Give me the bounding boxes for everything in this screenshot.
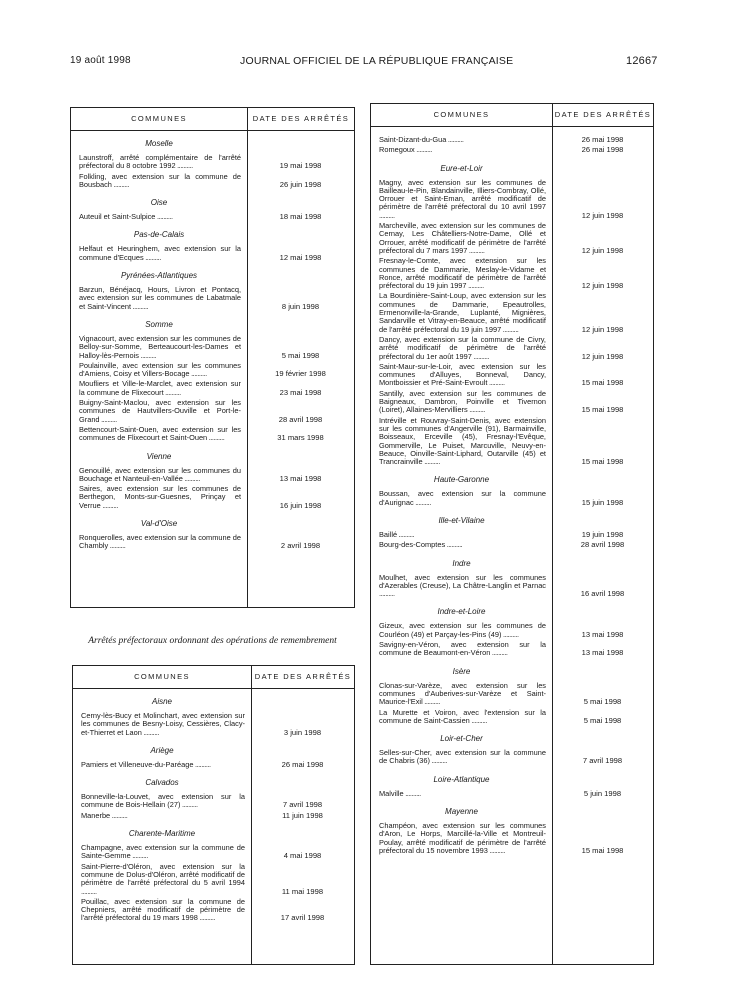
commune-entry bbox=[71, 380, 354, 397]
commune-text: Genouillé, avec extension sur les communes du Bouchage et Nanteuil-en-Vallée bbox=[79, 465, 241, 483]
table-header bbox=[371, 104, 653, 127]
arrete-date: 8 juin 1998 bbox=[281, 301, 320, 311]
arrete-date: 11 mai 1998 bbox=[281, 886, 324, 896]
leader-dots: .......... bbox=[487, 845, 505, 855]
arrete-date: 23 mai 1998 bbox=[279, 387, 322, 397]
commune-text: Pamiers et Villeneuve-du-Paréage bbox=[81, 759, 194, 769]
leader-dots: .......... bbox=[471, 351, 489, 361]
commune-text: Dancy, avec extension sur la commune de Civry, arrêté modificatif de périmètre de l'arrêté préfectoral du 1er août 1997 bbox=[379, 334, 546, 361]
commune-text: Bonneville-la-Louvet, avec extension sur la commune de Bois-Hellain (27) bbox=[81, 792, 245, 810]
arrete-date: 5 mai 1998 bbox=[281, 350, 320, 360]
arrete-date: 11 juin 1998 bbox=[282, 810, 323, 820]
commune-text: Moufliers et Ville-le-Marclet, avec extension sur la commune de Flixecourt bbox=[79, 379, 241, 397]
table-left-bottom bbox=[72, 665, 355, 965]
commune-entry bbox=[71, 245, 354, 262]
commune-entry bbox=[71, 467, 354, 484]
commune-text: Folkling, avec extension sur la commune de Bousbach bbox=[79, 171, 241, 189]
arrete-date: 5 juin 1998 bbox=[583, 788, 622, 798]
commune-text: Saires, avec extension sur les communes de Berthegon, Monts-sur-Guesnes, Prinçay et Verrue bbox=[79, 484, 241, 510]
leader-dots: .......... bbox=[175, 161, 193, 171]
arrete-date: 26 juin 1998 bbox=[279, 179, 322, 189]
leader-dots: .......... bbox=[414, 145, 432, 155]
leader-dots: .......... bbox=[111, 179, 129, 189]
commune-entry bbox=[71, 173, 354, 190]
arrete-date: 28 avril 1998 bbox=[580, 540, 625, 550]
commune-entry bbox=[371, 179, 653, 220]
commune-entry bbox=[73, 898, 354, 923]
commune-text: Saint-Dizant-du-Gua bbox=[379, 135, 447, 144]
commune-text: Selles-sur-Cher, avec extension sur la commune de Chabris (36) bbox=[379, 748, 546, 766]
commune-text: Santilly, avec extension sur les communes de Baigneaux, Dambron, Poinville et Tivernon (Loiret), Allaines-Mervilliers bbox=[379, 388, 546, 415]
region-heading: Charente-Maritime bbox=[128, 829, 196, 839]
leader-dots: .......... bbox=[131, 301, 149, 311]
region-heading: Pyrénées-Atlantiques bbox=[120, 271, 198, 281]
leader-dots: .......... bbox=[429, 756, 448, 766]
region-heading: Ariège bbox=[150, 745, 174, 755]
commune-text: Barzun, Bénéjacq, Hours, Livron et Pontacq, avec extension sur les communes de Labatmale et Saint-Vincent bbox=[79, 285, 241, 311]
region-heading: Calvados bbox=[145, 778, 179, 788]
leader-dots: .......... bbox=[469, 715, 487, 725]
column-header-dates: DATE DES ARRÊTÉS bbox=[552, 104, 653, 126]
commune-text: Vignacourt, avec extension sur les communes de Belloy-sur-Somme, Berteaucourt-les-Dames et Halloy-lès-Pernois bbox=[79, 333, 241, 360]
table-body bbox=[371, 126, 653, 964]
leader-dots: .......... bbox=[138, 350, 157, 360]
commune-entry bbox=[371, 222, 653, 255]
leader-dots: .......... bbox=[163, 387, 181, 397]
leader-dots: .......... bbox=[487, 378, 505, 388]
arrete-date: 12 juin 1998 bbox=[581, 351, 624, 361]
commune-entry bbox=[371, 682, 653, 707]
arrete-date: 18 mai 1998 bbox=[279, 212, 322, 222]
commune-text: Malville bbox=[379, 788, 404, 798]
commune-entry bbox=[371, 749, 653, 766]
commune-entry bbox=[71, 485, 354, 510]
page-number: 12667 bbox=[626, 55, 658, 67]
leader-dots: .......... bbox=[81, 886, 97, 896]
leader-dots: .......... bbox=[379, 589, 395, 599]
arrete-date: 15 juin 1998 bbox=[581, 497, 624, 507]
table-left-top bbox=[70, 107, 355, 608]
commune-text: Bourg-des-Comptes bbox=[379, 540, 446, 550]
commune-text: Saint-Maur-sur-le-Loir, avec extension sur les communes d'Alluyes, Bonneval, Dancy, Montboissier et Pré-Saint-Evroult bbox=[379, 361, 546, 388]
leader-dots: .......... bbox=[110, 810, 128, 820]
arrete-date: 13 mai 1998 bbox=[279, 473, 322, 483]
commune-entry bbox=[371, 622, 653, 639]
commune-entry bbox=[371, 531, 653, 539]
arrete-date: 19 mai 1998 bbox=[279, 161, 322, 171]
arrete-date: 12 juin 1998 bbox=[581, 210, 624, 220]
commune-text: La Murette et Voiron, avec l'extension sur la commune de Saint-Cassien bbox=[379, 707, 546, 725]
leader-dots: .......... bbox=[100, 500, 118, 510]
commune-entry bbox=[371, 490, 653, 507]
arrete-date: 28 avril 1998 bbox=[278, 414, 323, 424]
commune-entry bbox=[371, 257, 653, 290]
arrete-date: 13 mai 1998 bbox=[581, 629, 624, 639]
arrete-date: 12 juin 1998 bbox=[581, 324, 624, 334]
arrete-date: 15 mai 1998 bbox=[581, 378, 624, 388]
commune-entry bbox=[73, 863, 354, 896]
leader-dots: .......... bbox=[403, 788, 421, 798]
arrete-date: 7 avril 1998 bbox=[582, 756, 623, 766]
region-heading: Vienne bbox=[146, 451, 172, 461]
leader-dots: .......... bbox=[490, 648, 508, 658]
region-heading: Indre bbox=[452, 558, 471, 568]
region-heading: Aisne bbox=[151, 697, 172, 706]
commune-text: Helfaut et Heuringhem, avec extension sur la commune d'Ecques bbox=[79, 244, 241, 262]
commune-text: Savigny-en-Véron, avec extension sur la commune de Beaumont-en-Véron bbox=[379, 640, 546, 658]
column-header-dates: DATE DES ARRÊTÉS bbox=[251, 666, 354, 688]
commune-text: Launstroff, arrêté complémentaire de l'arrêté préfectoral du 8 octobre 1992 bbox=[79, 153, 241, 171]
leader-dots: .......... bbox=[467, 405, 485, 415]
commune-text: Gizeux, avec extension sur les communes de Courléon (49) et Parçay-les-Pins (49) bbox=[379, 621, 546, 639]
commune-text: Fresnay-le-Comte, avec extension sur les communes de Dammarie, Meslay-le-Vidame et Ronce, arrêté modificatif de périmètre de l'arrêté préfectoral du 19 juin 1997 bbox=[379, 256, 546, 291]
commune-text: La Bourdinière-Saint-Loup, avec extension sur les communes de Dammarie, Epeautrolles, Ermenonville-la-Grande, Luplanté, Mignières, Sandarville et Vitray-en-Beauce, arrêté modificatif de l'arrêté préfectoral du 19 juin 1997 bbox=[379, 291, 546, 334]
arrete-date: 26 mai 1998 bbox=[581, 135, 624, 144]
leader-dots: .......... bbox=[180, 800, 198, 810]
arrete-date: 12 juin 1998 bbox=[581, 281, 624, 291]
table-right bbox=[370, 103, 654, 965]
leader-dots: .......... bbox=[189, 369, 207, 379]
column-header-communes: COMMUNES bbox=[131, 114, 187, 123]
leader-dots: .......... bbox=[207, 433, 225, 443]
column-header-communes: COMMUNES bbox=[134, 672, 190, 681]
commune-entry bbox=[71, 534, 354, 551]
commune-entry bbox=[71, 399, 354, 424]
commune-entry bbox=[371, 417, 653, 467]
region-heading: Ille-et-Vilaine bbox=[438, 515, 485, 525]
column-header-communes: COMMUNES bbox=[433, 110, 490, 119]
leader-dots: .......... bbox=[99, 414, 117, 424]
region-heading: Loir-et-Cher bbox=[440, 734, 483, 744]
arrete-date: 5 mai 1998 bbox=[583, 697, 622, 707]
leader-dots: .......... bbox=[141, 727, 159, 737]
commune-text: Manerbe bbox=[81, 810, 111, 820]
commune-entry bbox=[371, 146, 653, 154]
arrete-date: 5 mai 1998 bbox=[583, 715, 622, 725]
commune-text: Pouillac, avec extension sur la commune de Chepniers, arrêté modificatif de périmètre de l'arrêté préfectoral du 19 mars 1998 bbox=[81, 896, 245, 923]
commune-entry bbox=[371, 292, 653, 333]
leader-dots: .......... bbox=[413, 497, 431, 507]
arrete-date: 31 mars 1998 bbox=[277, 433, 324, 443]
table-header bbox=[73, 666, 354, 689]
commune-entry bbox=[371, 709, 653, 726]
commune-text: Magny, avec extension sur les communes de Bailleau-le-Pin, Blandainville, Illiers-Combray, Ollé, Orrouer et Saint-Eman, arrêté modificatif de périmètre de l'arrêté préfectoral du 10 avril 1997 bbox=[379, 177, 546, 212]
commune-entry bbox=[71, 154, 354, 171]
commune-text: Buigny-Saint-Maclou, avec extension sur les communes de Hautvillers-Ouville et Port-le-Grand bbox=[79, 398, 241, 424]
journal-title: JOURNAL OFFICIEL DE LA RÉPUBLIQUE FRANÇAISE bbox=[240, 55, 514, 67]
region-heading: Isère bbox=[452, 666, 471, 676]
commune-entry bbox=[371, 336, 653, 361]
arrete-date: 19 juin 1998 bbox=[581, 529, 624, 539]
commune-text: Clonas-sur-Varèze, avec extension sur les communes d'Auberives-sur-Varèze et Saint-Maurice-l'Exil bbox=[379, 680, 546, 707]
commune-entry bbox=[73, 812, 354, 820]
commune-entry bbox=[71, 213, 354, 221]
commune-text: Auteuil et Saint-Sulpice bbox=[79, 212, 156, 222]
commune-entry bbox=[71, 335, 354, 360]
commune-text: Champéon, avec extension sur les communes d'Aron, Le Horps, Marcillé-la-Ville et Montreuil-Poulay, arrêté modificatif de périmètre de l'arrêté préfectoral du 15 novembre 1993 bbox=[379, 821, 546, 855]
commune-text: Marcheville, avec extension sur les communes de Cernay, Les Châtelliers-Notre-Dame, Ollé et Orrouer, arrêté modificatif de périmètre de l'arrêté préfectoral du 7 mars 1997 bbox=[379, 221, 546, 255]
arrete-date: 12 mai 1998 bbox=[279, 252, 322, 262]
commune-text: Boussan, avec extension sur la commune d'Aurignac bbox=[379, 489, 546, 507]
commune-text: Bettencourt-Saint-Ouen, avec extension sur les communes de Flixecourt et Saint-Ouen bbox=[79, 424, 241, 443]
header-date: 19 août 1998 bbox=[70, 55, 131, 66]
commune-text: Champagne, avec extension sur la commune de Sainte-Gemme bbox=[81, 843, 245, 861]
commune-entry bbox=[71, 286, 354, 311]
leader-dots: .......... bbox=[379, 210, 395, 220]
commune-text: Baillé bbox=[379, 529, 398, 539]
leader-dots: .......... bbox=[446, 135, 464, 144]
commune-text: Saint-Pierre-d'Oléron, avec extension sur la commune de Dolus-d'Oléron, arrêté modificatif de périmètre de l'arrêté préfectoral du 5 avril 1994 bbox=[81, 861, 245, 888]
region-heading: Oise bbox=[150, 198, 168, 208]
leader-dots: .......... bbox=[501, 324, 519, 334]
region-heading: Haute-Garonne bbox=[433, 475, 490, 485]
region-heading: Loire-Atlantique bbox=[433, 774, 490, 784]
commune-entry bbox=[371, 363, 653, 388]
region-heading: Val-d'Oise bbox=[140, 519, 178, 529]
commune-entry bbox=[73, 761, 354, 769]
commune-entry bbox=[371, 822, 653, 855]
commune-entry bbox=[371, 541, 653, 549]
leader-dots: .......... bbox=[445, 540, 463, 550]
leader-dots: .......... bbox=[501, 629, 519, 639]
arrete-date: 16 avril 1998 bbox=[580, 589, 625, 599]
table-header bbox=[71, 108, 354, 131]
leader-dots: .......... bbox=[143, 252, 161, 262]
leader-dots: .......... bbox=[422, 697, 440, 707]
arrete-date: 3 juin 1998 bbox=[283, 727, 322, 737]
region-heading: Moselle bbox=[145, 139, 173, 148]
arrete-date: 15 mai 1998 bbox=[581, 457, 624, 467]
commune-entry bbox=[71, 426, 354, 443]
arrete-date: 13 mai 1998 bbox=[581, 648, 624, 658]
commune-entry bbox=[371, 641, 653, 658]
commune-entry bbox=[73, 844, 354, 861]
column-header-dates: DATE DES ARRÊTÉS bbox=[247, 108, 354, 130]
leader-dots: .......... bbox=[466, 281, 484, 291]
leader-dots: .......... bbox=[108, 541, 126, 551]
leader-dots: .......... bbox=[397, 529, 415, 539]
arrete-date: 4 mai 1998 bbox=[283, 851, 322, 861]
arrete-date: 15 mai 1998 bbox=[581, 845, 624, 855]
table-body bbox=[73, 688, 354, 964]
arrete-date: 16 juin 1998 bbox=[279, 500, 322, 510]
commune-text: Ronquerolles, avec extension sur la commune de Chambly bbox=[79, 533, 241, 551]
arrete-date: 19 février 1998 bbox=[275, 369, 326, 379]
commune-text: Cerny-lès-Bucy et Molinchart, avec extension sur les communes de Besny-Loisy, Cessières, Clacy-et-Thierret et Laon bbox=[81, 711, 245, 737]
arrete-date: 26 mai 1998 bbox=[581, 145, 624, 155]
region-heading: Pas-de-Calais bbox=[133, 230, 185, 240]
leader-dots: .......... bbox=[130, 851, 148, 861]
commune-text: Intréville et Rouvray-Saint-Denis, avec extension sur les communes d'Angerville (91), Barmainville, Boisseaux, Erceville (45), Fresnay-l'Evêque, Gommerville, Le Puiset, Marcuville, Neuvy-en-Beauce, Oinville-Saint-Liphard, Outarville (45) et Trancrainville bbox=[379, 415, 546, 467]
region-heading: Indre-et-Loire bbox=[437, 607, 486, 617]
commune-entry bbox=[371, 790, 653, 798]
leader-dots: .......... bbox=[467, 245, 485, 255]
arrete-date: 12 juin 1998 bbox=[581, 245, 624, 255]
region-heading: Mayenne bbox=[445, 807, 478, 817]
leader-dots: .......... bbox=[422, 457, 440, 467]
commune-entry bbox=[371, 574, 653, 599]
leader-dots: .......... bbox=[197, 913, 215, 923]
commune-entry bbox=[73, 793, 354, 810]
commune-text: Poulainville, avec extension sur les communes d'Amiens, Coisy et Villers-Bocage bbox=[79, 360, 241, 379]
commune-entry bbox=[73, 712, 354, 737]
region-heading: Eure-et-Loir bbox=[440, 163, 483, 173]
commune-entry bbox=[71, 362, 354, 379]
commune-entry bbox=[371, 390, 653, 415]
arrete-date: 7 avril 1998 bbox=[282, 800, 323, 810]
region-heading: Somme bbox=[145, 319, 173, 329]
leader-dots: .......... bbox=[155, 212, 173, 222]
arrete-date: 2 avril 1998 bbox=[280, 541, 321, 551]
leader-dots: .......... bbox=[182, 473, 200, 483]
section-caption: Arrêtés préfectoraux ordonnant des opérations de remembrement bbox=[88, 636, 337, 646]
arrete-date: 26 mai 1998 bbox=[281, 759, 324, 769]
table-body bbox=[71, 130, 354, 607]
arrete-date: 17 avril 1998 bbox=[280, 913, 325, 923]
leader-dots: .......... bbox=[193, 759, 211, 769]
commune-text: Moulhet, avec extension sur les communes d'Azerables (Creuse), La Châtre-Langlin et Parnac bbox=[379, 572, 546, 590]
arrete-date: 15 mai 1998 bbox=[581, 405, 624, 415]
commune-text: Romegoux bbox=[379, 145, 415, 155]
commune-entry bbox=[371, 136, 653, 144]
